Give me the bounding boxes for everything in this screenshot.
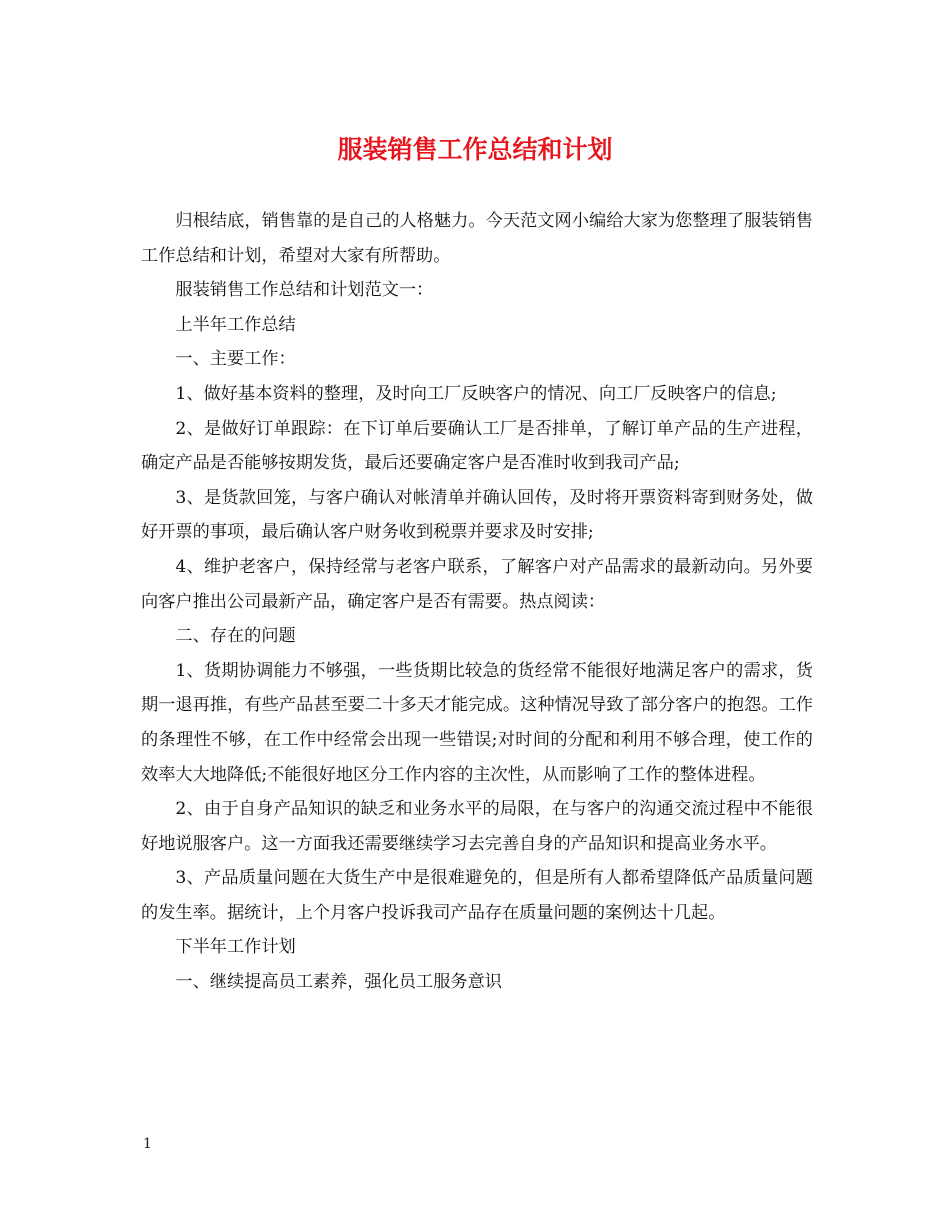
- paragraph-work-item-4: 4、维护老客户，保持经常与老客户联系，了解客户对产品需求的最新动向。另外要向客户推出公司最新产品，确定客户是否有需要。热点阅读：: [141, 556, 813, 612]
- paragraph-problem-2: 2、由于自身产品知识的缺乏和业务水平的局限，在与客户的沟通交流过程中不能很好地说服客户。这一方面我还需要继续学习去完善自身的产品知识和提高业务水平。: [141, 799, 813, 854]
- subsection-heading-problems: 二、存在的问题: [175, 626, 296, 647]
- paragraph-work-item-3: 3、是货款回笼，与客户确认对帐清单并确认回传，及时将开票资料寄到财务处，做好开票的事项，最后确认客户财务收到税票并要求及时安排;: [141, 487, 813, 543]
- subsection-heading-main-work: 一、主要工作：: [175, 349, 296, 370]
- document-body: [141, 204, 813, 1000]
- section-heading-first-half: 上半年工作总结: [175, 314, 296, 335]
- paragraph-work-item-2: 2、是做好订单跟踪：在下订单后要确认工厂是否排单，了解订单产品的生产进程，确定产品是否能够按期发货，最后还要确定客户是否准时收到我司产品;: [141, 418, 813, 474]
- paragraph-sample-heading: 服装销售工作总结和计划范文一：: [175, 280, 434, 301]
- paragraph-work-item-1: 1、做好基本资料的整理，及时向工厂反映客户的情况、向工厂反映客户的信息;: [175, 383, 777, 404]
- subsection-heading-staff: 一、继续提高员工素养，强化员工服务意识: [175, 972, 502, 993]
- page-title: 服装销售工作总结和计划: [337, 135, 613, 164]
- page-number: 1: [143, 1136, 152, 1152]
- paragraph-problem-1: 1、货期协调能力不够强，一些货期比较急的货经常不能很好地满足客户的需求，货期一退再推，有些产品甚至要二十多天才能完成。这种情况导致了部分客户的抱怨。工作的条理性不够，在工作中经常会出现一些错误;对时间的分配和利用不够合理，使工作的效率大大地降低;不能很好地区分工作内容的主次性，从而影响了工作的整体进程。: [141, 660, 813, 785]
- section-heading-second-half: 下半年工作计划: [175, 937, 296, 958]
- paragraph-intro: 归根结底，销售靠的是自己的人格魅力。今天范文网小编给大家为您整理了服装销售工作总结和计划，希望对大家有所帮助。: [141, 211, 813, 266]
- paragraph-problem-3: 3、产品质量问题在大货生产中是很难避免的，但是所有人都希望降低产品质量问题的发生率。据统计，上个月客户投诉我司产品存在质量问题的案例达十几起。: [141, 868, 813, 923]
